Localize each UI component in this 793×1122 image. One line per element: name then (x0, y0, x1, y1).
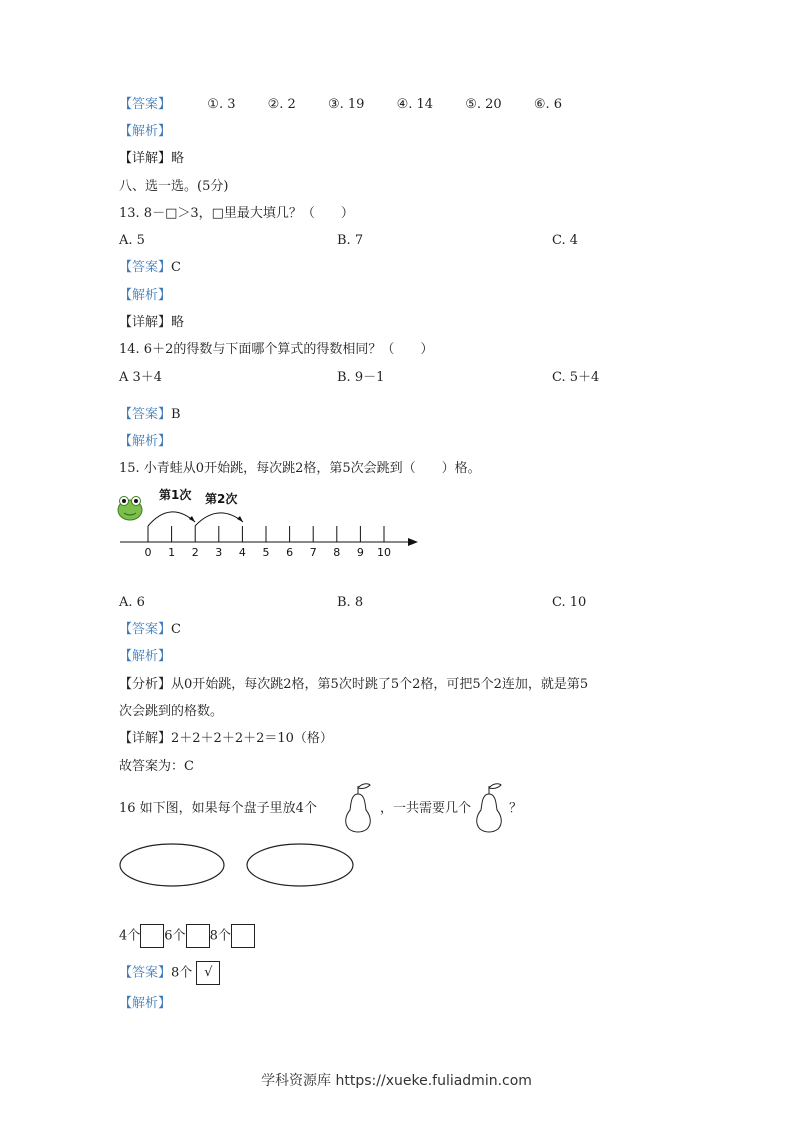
answer-item: ⑤. 20 (465, 97, 502, 112)
answer-value: C (171, 622, 181, 637)
answer-tag: 【答案】 (119, 622, 172, 637)
answer-item: ④. 14 (396, 97, 434, 112)
question-16-stem-b: ，一共需要几个 (380, 801, 472, 816)
detail-text: 2＋2＋2＋2＋2＝10（格） (171, 731, 333, 746)
detail-line (119, 314, 184, 332)
analysis-tag: 【解析】 (119, 996, 172, 1011)
answer-tag: 【答案】 (119, 260, 172, 275)
conclusion: 故答案为：C (119, 759, 194, 774)
jump-arc-1 (148, 512, 195, 526)
tick-label: 0 (144, 546, 152, 559)
answer-item: ⑥. 6 (533, 97, 563, 112)
answer-line-12 (119, 96, 562, 114)
plate (120, 844, 224, 886)
answer-line-15 (119, 621, 181, 639)
footer-watermark: 学科资源库 https://xueke.fuliadmin.com (261, 1073, 532, 1089)
answer-line-16 (119, 961, 220, 985)
answer-tag: 【答案】 (119, 97, 172, 112)
tick-label: 6 (286, 546, 294, 559)
arrowhead (237, 516, 243, 522)
answer-value: B (171, 407, 181, 422)
question-13-stem: 13. 8－□＞3，□里最大填几？（ ） (119, 206, 354, 221)
option-a: A. 6 (119, 595, 145, 610)
tick-label: 8 (333, 546, 341, 559)
answer-item: ③. 19 (327, 97, 365, 112)
jump-label-2: 第2次 (205, 492, 238, 506)
pear-icon (472, 780, 506, 834)
option-b: B. 8 (337, 595, 364, 610)
choice-row (119, 924, 255, 948)
analysis-tag: 【解析】 (119, 124, 172, 139)
option-a: A 3＋4 (119, 370, 163, 385)
choice-box[interactable] (140, 924, 164, 948)
answer-value: 8个 (171, 965, 193, 981)
answer-tag: 【答案】 (119, 965, 172, 981)
tick-label: 5 (262, 546, 270, 559)
choice-box[interactable] (186, 924, 210, 948)
analysis-tag: 【解析】 (119, 649, 172, 664)
analysis-line (119, 676, 588, 694)
question-14-stem: 14. 6＋2的得数与下面哪个算式的得数相同？（ ） (119, 342, 434, 357)
tick-label: 2 (191, 546, 199, 559)
analysis-tag: 【解析】 (119, 288, 172, 303)
tick-label: 4 (238, 546, 246, 559)
option-c: C. 4 (552, 233, 579, 248)
analysis-sub-tag: 【分析】 (119, 677, 172, 692)
section-title: 八、选一选。(5分) (119, 179, 229, 194)
plate (247, 844, 353, 886)
tick-label: 9 (356, 546, 364, 559)
detail-line (119, 150, 184, 168)
tick-label: 7 (309, 546, 317, 559)
detail-tag: 【详解】 (119, 731, 172, 746)
axis-arrow (408, 538, 418, 546)
option-b: B. 7 (337, 233, 364, 248)
question-16-stem-c: ？ (509, 801, 523, 816)
frog-icon (118, 497, 142, 521)
detail-line (119, 730, 333, 748)
answer-line-14 (119, 406, 181, 424)
jump-arc-2 (195, 513, 243, 526)
analysis-text: 从0开始跳，每次跳2格，第5次时跳了5个2格，可把5个2连加，就是第5 (171, 677, 589, 692)
question-15-stem: 15. 小青蛙从0开始跳，每次跳2格，第5次会跳到（ ）格。 (119, 461, 481, 476)
answer-item: ①. 3 (207, 97, 236, 112)
detail-text: 略 (171, 315, 185, 330)
arrowhead (189, 516, 195, 522)
pear-icon (341, 780, 375, 834)
choice-label: 6个 (164, 928, 186, 944)
question-16-stem-a: 16 如下图，如果每个盘子里放4个 (119, 801, 317, 816)
option-a: A. 5 (119, 233, 145, 248)
answer-line-13 (119, 259, 181, 277)
tick-label: 3 (215, 546, 223, 559)
detail-tag: 【详解】 (119, 151, 172, 166)
analysis-text-cont: 次会跳到的格数。 (119, 704, 224, 719)
analysis-tag: 【解析】 (119, 434, 172, 449)
choice-label: 8个 (209, 928, 231, 944)
check-mark: √ (196, 961, 220, 985)
answer-tag: 【答案】 (119, 407, 172, 422)
option-c: C. 10 (552, 595, 587, 610)
number-line-figure (112, 486, 432, 566)
option-b: B. 9－1 (337, 370, 385, 385)
answer-item: ②. 2 (267, 97, 296, 112)
choice-label: 4个 (119, 928, 141, 944)
tick-label: 10 (377, 546, 391, 559)
plates-figure (115, 838, 360, 892)
detail-tag: 【详解】 (119, 315, 172, 330)
choice-box[interactable] (231, 924, 255, 948)
tick-label: 1 (168, 546, 176, 559)
option-c: C. 5＋4 (552, 370, 600, 385)
jump-label-1: 第1次 (159, 488, 192, 502)
detail-text: 略 (171, 151, 185, 166)
answer-value: C (171, 260, 181, 275)
